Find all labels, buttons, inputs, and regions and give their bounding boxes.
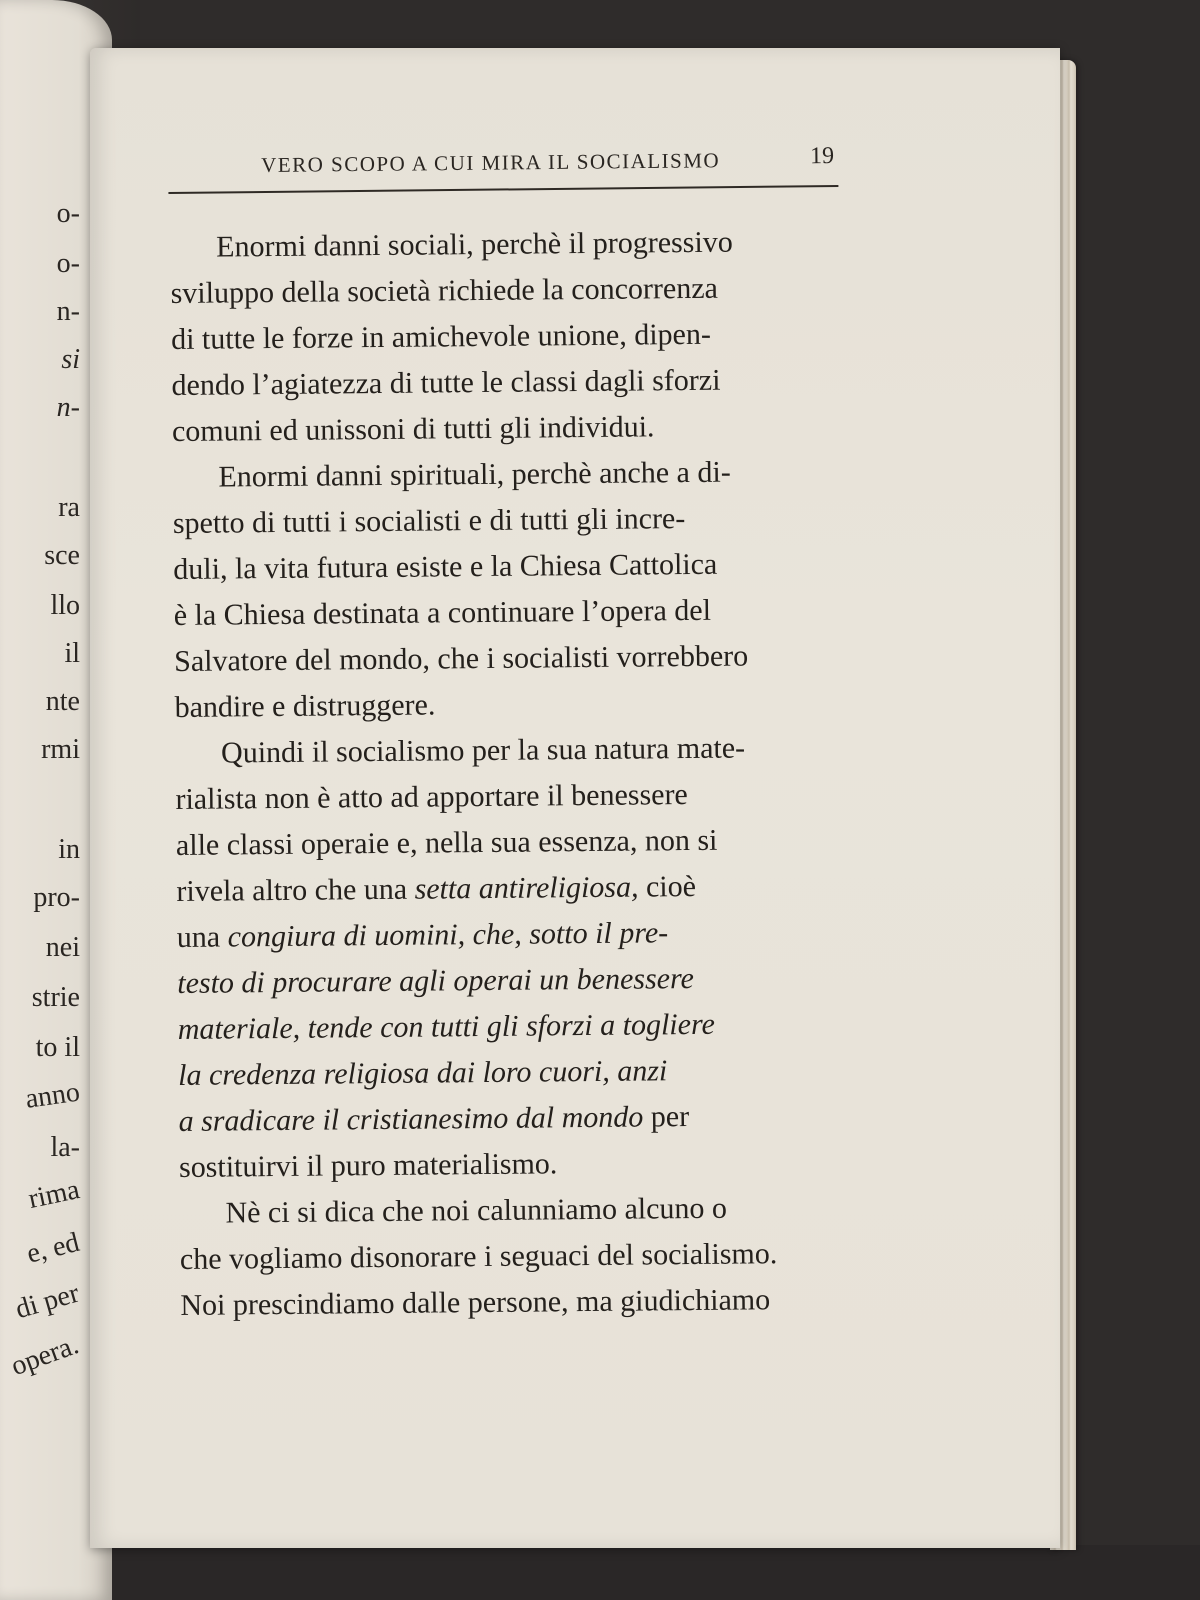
- left-page-fragment: opera.: [7, 1329, 83, 1383]
- page-number: 19: [809, 143, 835, 170]
- text-line: Quindi il socialismo per la sua natura mate-: [220, 731, 746, 770]
- italic-text-line: materiale, tende con tutti gli sforzi a togliere: [177, 1007, 716, 1046]
- left-page-fragment: n-: [56, 296, 80, 327]
- text-line: Nè ci si dica che noi calunniamo alcuno o: [225, 1191, 728, 1230]
- text-line: che vogliamo disonorare i seguaci del socialismo.: [179, 1237, 778, 1276]
- left-page-fragment: e, ed: [23, 1226, 83, 1270]
- text-line: dendo l’agiatezza di tutte le classi dagli sforzi: [171, 363, 721, 402]
- italic-text-line: la credenza religiosa dai loro cuori, anzi: [178, 1054, 668, 1092]
- left-page-fragment: sce: [44, 540, 80, 571]
- left-page-fragment: nte: [45, 686, 80, 717]
- text-line: [178, 1093, 848, 1145]
- left-page-fragment: la-: [50, 1132, 80, 1163]
- text-line: [177, 909, 847, 961]
- left-page-fragment: anno: [23, 1076, 82, 1115]
- text-line: alle classi operaie e, nella sua essenza, non si: [175, 823, 718, 862]
- text-line: comuni ed unissoni di tutti gli individui.: [171, 410, 655, 448]
- left-page-fragment: to il: [35, 1032, 80, 1063]
- left-page-fragment: n-: [56, 392, 80, 423]
- text-run: una: [176, 920, 228, 954]
- left-page-fragment: pro-: [33, 882, 80, 913]
- left-page-fragment: si: [61, 344, 80, 375]
- text-run: cioè: [638, 869, 697, 904]
- italic-text-line: testo di procurare agli operai un benessere: [177, 962, 695, 1000]
- text-line: Enormi danni spirituali, perchè anche a di-: [218, 455, 731, 494]
- text-line: sviluppo della società richiede la concorrenza: [170, 271, 719, 310]
- italic-text-run: setta antireligiosa,: [414, 870, 639, 906]
- text-run: rivela altro che una: [176, 872, 415, 908]
- text-line: Enormi danni sociali, perchè il progressivo: [216, 225, 733, 264]
- text-line: [176, 863, 846, 915]
- text-line: di tutte le forze in amichevole unione, dipen-: [170, 317, 712, 356]
- left-page-fragment: ra: [58, 492, 80, 523]
- text-line: rialista non è atto ad apportare il benessere: [175, 778, 688, 816]
- text-line: spetto di tutti i socialisti e di tutti gli incre-: [172, 502, 686, 540]
- text-line: duli, la vita futura esiste e la Chiesa Cattolica: [173, 547, 718, 586]
- running-head-title: VERO SCOPO A CUI MIRA IL SOCIALISMO: [261, 148, 721, 178]
- left-page-fragment: nei: [45, 932, 80, 963]
- left-page-fragment: o-: [56, 248, 80, 279]
- left-page-fragment: llo: [50, 590, 80, 621]
- text-line: è la Chiesa destinata a continuare l’opera del: [173, 593, 712, 632]
- body-text: [170, 219, 851, 1329]
- table-background-bottom: [0, 1545, 1200, 1600]
- left-page-fragment: rima: [25, 1174, 83, 1216]
- text-line: sostituirvi il puro materialismo.: [178, 1147, 558, 1184]
- left-page-fragment: in: [58, 834, 80, 865]
- left-page-fragment: strie: [31, 982, 80, 1013]
- left-page-fragment: rmi: [41, 734, 80, 765]
- text-line: bandire e distruggere.: [174, 688, 436, 724]
- text-line: Salvatore del mondo, che i socialisti vorrebbero: [174, 639, 749, 678]
- left-page-fragment: di per: [12, 1277, 83, 1326]
- text-line: Noi prescindiamo dalle persone, ma giudichiamo: [180, 1283, 771, 1322]
- left-page-fragment: o-: [56, 198, 80, 229]
- italic-text-run: congiura di uomini, che, sotto il pre-: [227, 916, 669, 954]
- left-page-fragment: il: [64, 638, 80, 669]
- italic-text-run: a sradicare il cristianesimo dal mondo: [178, 1100, 644, 1138]
- text-run: per: [643, 1100, 690, 1134]
- running-head: [168, 143, 838, 190]
